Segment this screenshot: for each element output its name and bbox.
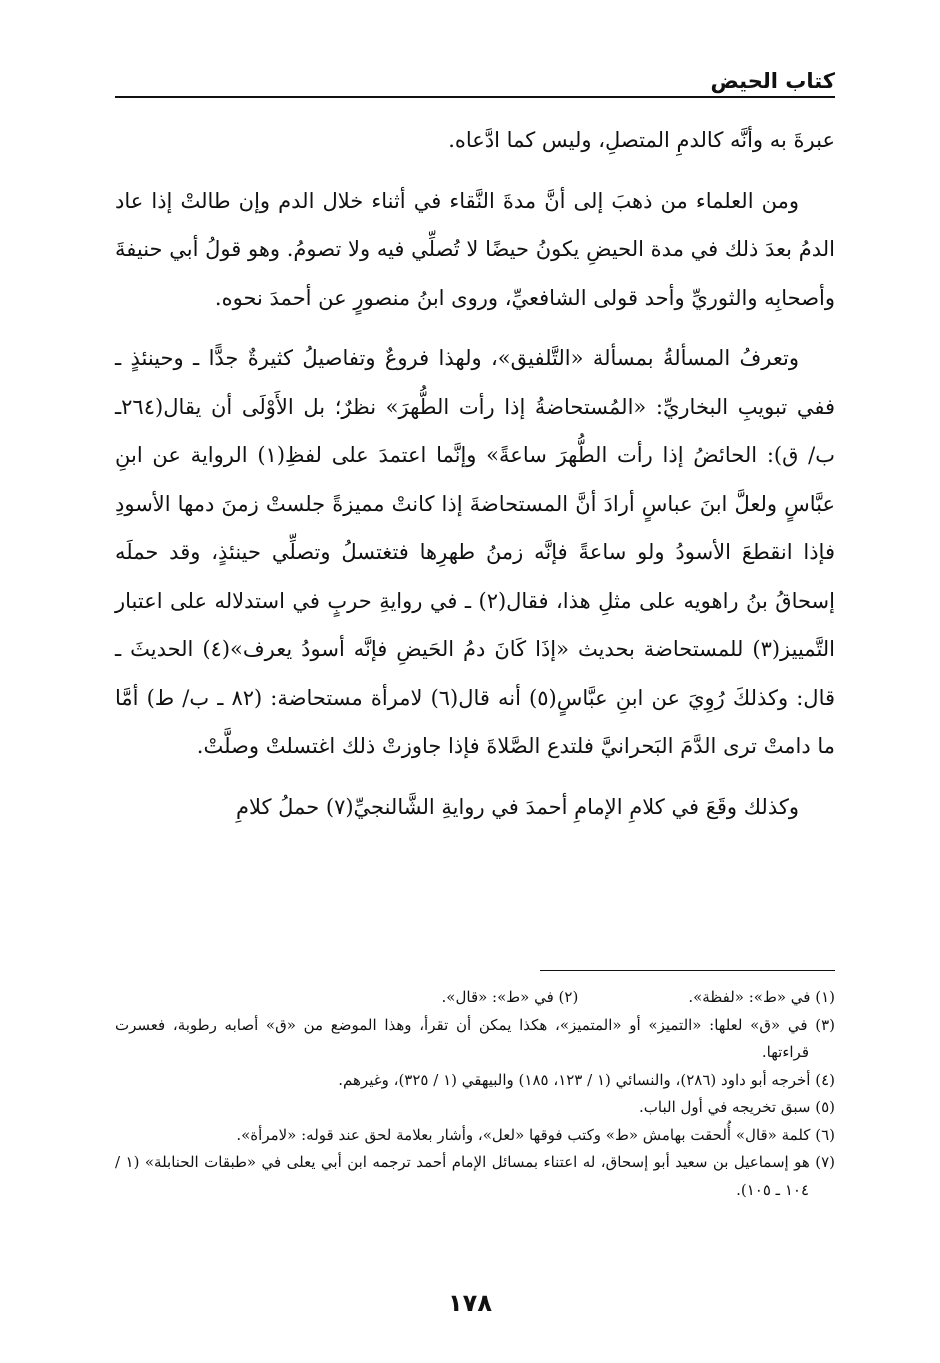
footnote-2: (٢) في «ط»: «قال». bbox=[441, 988, 579, 1006]
paragraph: وتعرفُ المسألةُ بمسألة «التَّلفيق»، ولهذا فروعٌ وتفاصيلُ كثيرةٌ جدًّا ـ وحينئذٍ ـ ففي تبويبِ البخاريِّ: «المُستحاضةُ إذا رأت الطُّهرَ» نظرٌ؛ بل الأَوْلَى أن يقال(٢٦٤ـ ب/ ق): الحائضُ إذا رأت الطُّهرَ ساعةً» وإنَّما اعتمدَ على لفظِ(١) الرواية عن ابنِ عبَّاسٍ ولعلَّ ابنَ عباسٍ أرادَ أنَّ المستحاضةَ إذا كانتْ مميزةً جلستْ زمنَ دمها الأسودِ فإذا انقطعَ الأسودُ ولو ساعةً فإنَّه زمنُ طهرِها فتغتسلُ وتصلِّي حينئذٍ، وقد حملَه إسحاقُ بنُ راهويه على مثلِ هذا، فقال(٢) ـ في روايةِ حربٍ في استدلاله على اعتبار التَّمييز(٣) للمستحاضة بحديث «إذَا كَانَ دمُ الحَيضِ فإنَّه أسودُ يعرف»(٤) الحديثَ ـ قال: وكذلكَ رُوِيَ عن ابنِ عبَّاسٍ(٥) أنه قال(٦) لامرأة مستحاضة: (٨٢ ـ ب/ ط) أمَّا ما دامتْ ترى الدَّمَ البَحرانيَّ فلتدع الصَّلاةَ فإذا جاوزتْ ذلك اغتسلتْ وصلَّتْ. bbox=[115, 346, 836, 758]
header-rule bbox=[115, 96, 835, 98]
footnote-separator bbox=[540, 970, 835, 971]
main-text bbox=[115, 116, 835, 831]
footnote-7: (٧) هو إسماعيل بن سعيد أبو إسحاق، له اعتناء بمسائل الإمام أحمد ترجمه ابن أبي يعلى في «طبقات الحنابلة» (١ / ١٠٤ ـ ١٠٥). bbox=[115, 1153, 835, 1199]
footnotes bbox=[115, 984, 835, 1204]
footnote-1: (١) في «ط»: «لفظة». bbox=[688, 988, 835, 1006]
footnote-6: (٦) كلمة «قال» أُلحقت بهامش «ط» وكتب فوقها «لعل»، وأشار بعلامة لحق عند قوله: «لامرأة». bbox=[236, 1125, 835, 1144]
footnote-3: (٣) في «ق» لعلها: «التميز» أو «المتميز»، هكذا يمكن أن تقرأ، وهذا الموضع من «ق» أصابه رطوبة، فعسرت قراءتها. bbox=[115, 1015, 835, 1061]
footnote-4: (٤) أخرجه أبو داود (٢٨٦)، والنسائي (١ / ١٢٣، ١٨٥) والبيهقي (١ / ٣٢٥)، وغيرهم. bbox=[338, 1070, 835, 1089]
footnote-5: (٥) سبق تخريجه في أول الباب. bbox=[639, 1098, 835, 1116]
running-header bbox=[115, 64, 835, 98]
paragraph: وكذلك وقَعَ في كلامِ الإمامِ أحمدَ في روايةِ الشَّالنجيِّ(٧) حملُ كلامِ bbox=[235, 794, 799, 819]
page-number: ١٧٨ bbox=[448, 1289, 492, 1317]
footnote-row bbox=[115, 984, 835, 1012]
paragraph-continuation: عبرةَ به وأنَّه كالدمِ المتصلِ، وليس كما ادَّعاه. bbox=[448, 128, 835, 152]
chapter-title: كتاب الحيض bbox=[710, 69, 835, 93]
paragraph: ومن العلماء من ذهبَ إلى أنَّ مدةَ النَّقاء في أثناء خلال الدم وإن طالتْ إذا عاد الدمُ بعدَ ذلك في مدة الحيضِ يكونُ حيضًا لا تُصلِّي فيه ولا تصومُ. وهو قولُ أبي حنيفةَ وأصحابِه والثوريِّ وأحد قولى الشافعيِّ، وروى ابنُ منصورٍ عن أحمدَ نحوه. bbox=[115, 188, 835, 310]
